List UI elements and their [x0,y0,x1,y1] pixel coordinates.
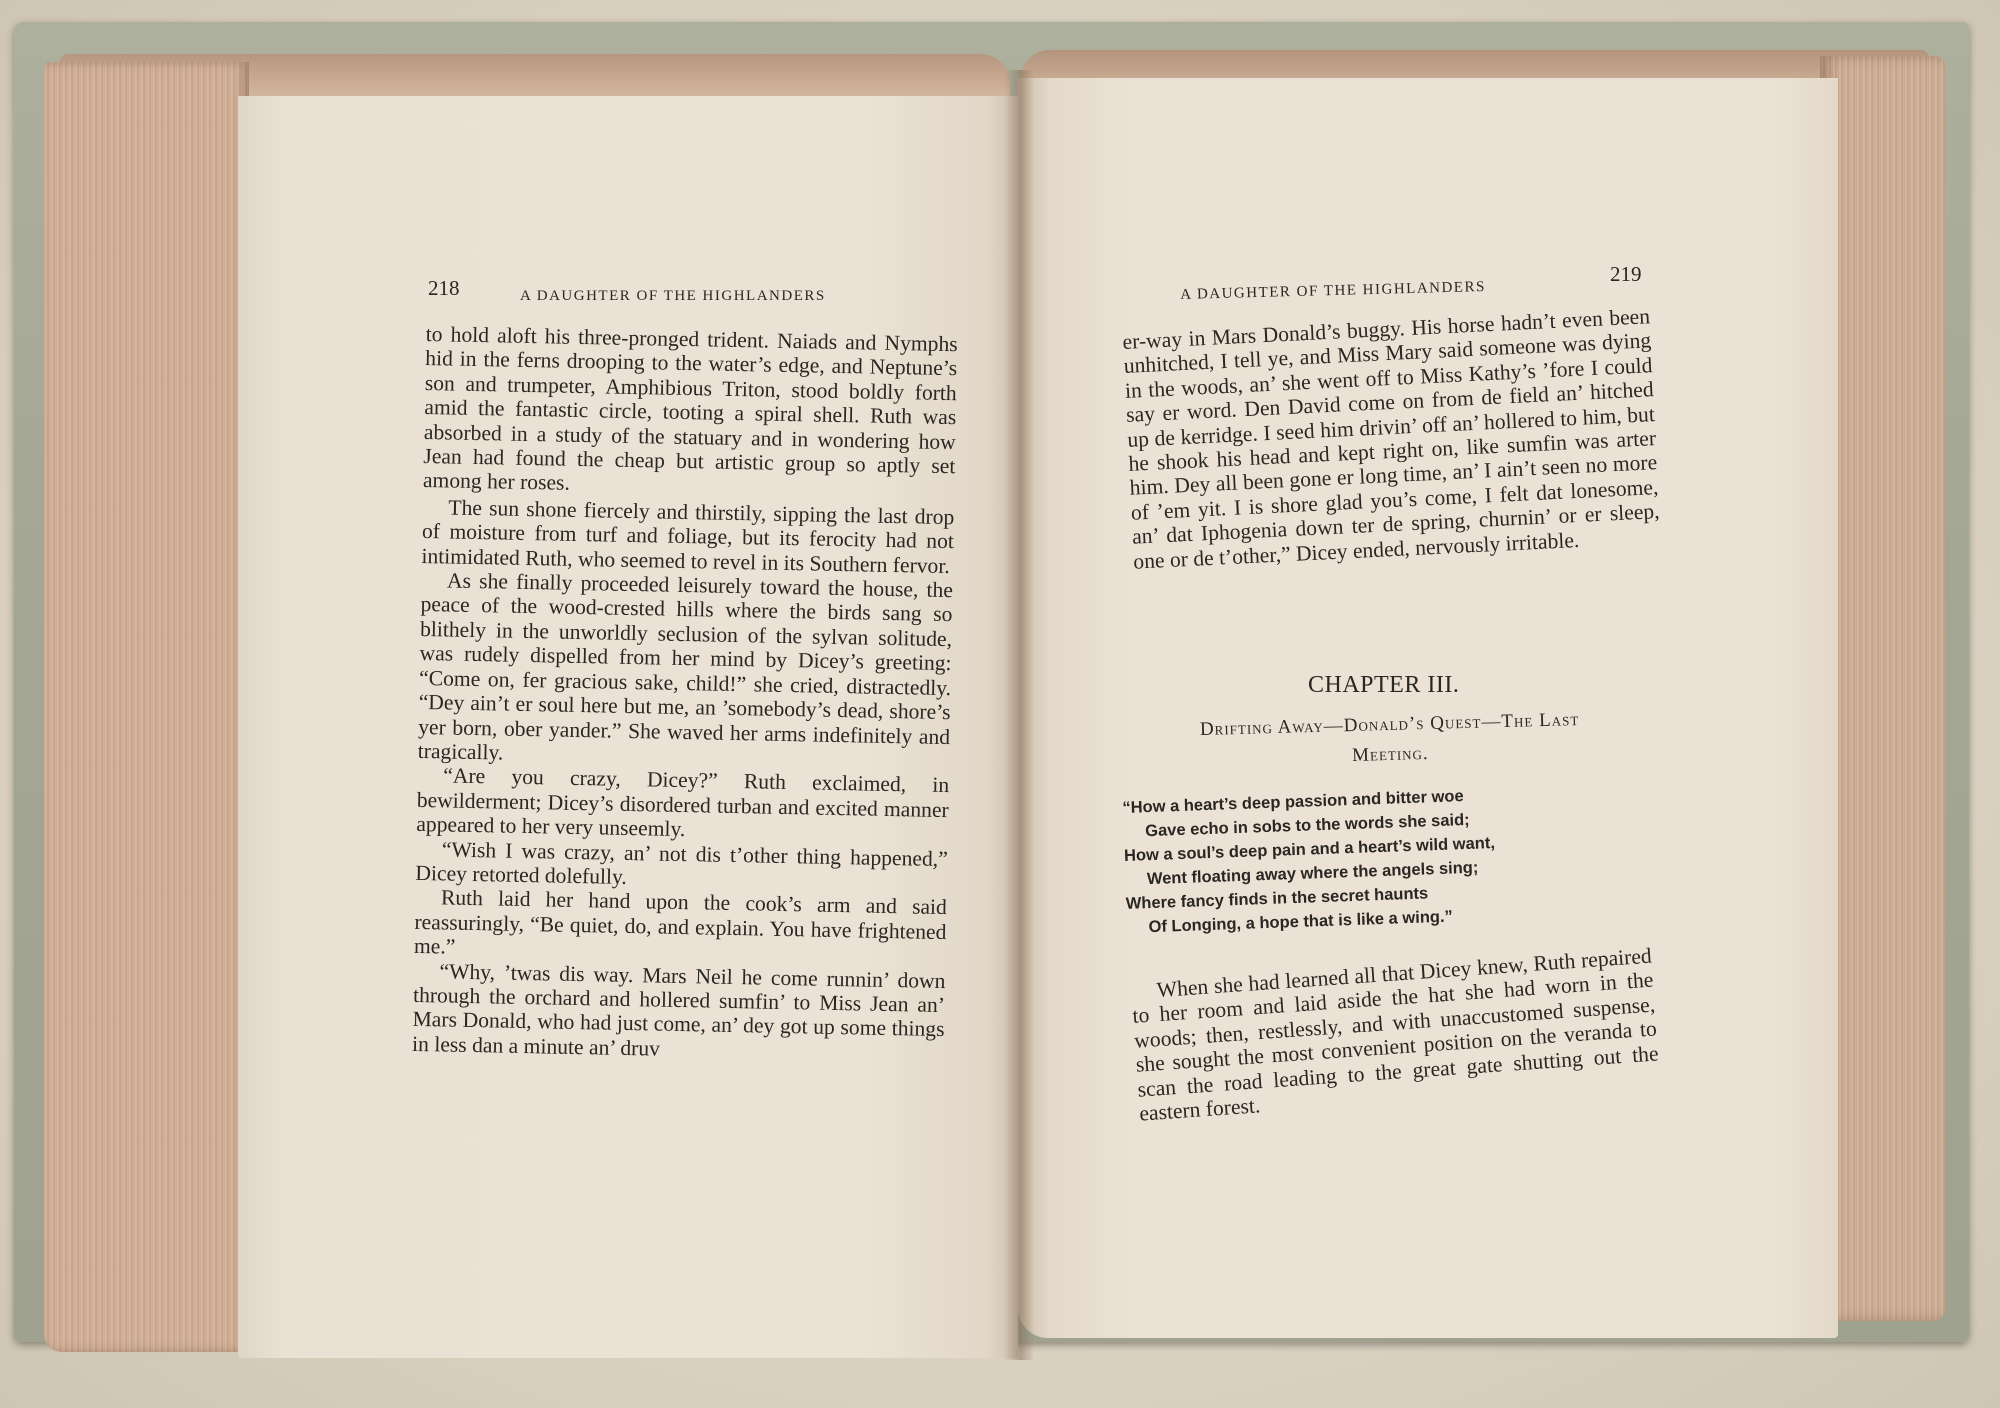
poem-line-5: Where fancy finds in the secret haunts [1125,884,1429,913]
left-paragraph-1: to hold aloft his three-pronged trident. Naiads and Nymphs hid in the ferns drooping to the water’s edge, and Neptune’s son and trumpeter, Amphibious Triton, stood boldly forth amid the fantastic circle, tooting a spiral shell. Ruth was absorbed in a study of the statuary and in wondering how Jean had found the cheap but artistic group so aptly set among her roses. [422,322,958,496]
chapter-title: CHAPTER III. [1308,672,1460,698]
right-closing-text: When she had learned all that Dicey knew, Ruth repaired to her room and laid aside the hat she had worn in the woods; then, restlessly, and with unaccustomed suspense, she sought the most convenient position on the veranda to scan the road leading to the great gate shutting out the eastern forest. [1131,943,1660,1126]
poem-line-6: Of Longing, a hope that is like a wing.” [1148,907,1454,937]
poem-line-1: “How a heart’s deep passion and bitter woe [1122,787,1464,817]
poem-line-2: Gave echo in sobs to the words she said; [1144,810,1470,841]
right-page-edges [1820,56,1945,1321]
book-gutter [1004,70,1034,1360]
left-running-head: A DAUGHTER OF THE HIGHLANDERS [520,288,826,304]
epigraph-poem [1122,780,1597,940]
right-opening-paragraph: er-way in Mars Donald’s buggy. His horse hadn’t even been unhitched, I tell ye, and Miss Mary said someone was dying in the woods, an’ she went off to Miss Kathy’s ’fore I could say er word. Den David come on from de field an’ hitched up de kerridge. I seed him drivin’ off an’ hollered to him, but he shook his head and kept right on, like sumfin was arter him. Dey all been gone er long time, an’ I ain’t seen no more of ’em yit. I is shore glad you’s come, I felt dat lonesome, an’ dat Iphogenia down ter de spring, churnin’ or er sleep, one or de t’other,” Dicey ended, nervously irritable. [1122,304,1661,574]
left-page-number: 218 [428,276,460,300]
left-paragraph-7: “Why, ’twas dis way. Mars Neil he come runnin’ down through the orchard and hollered sumfin’ to Miss Jean an’ Mars Donald, who had just come, an’ dey got up some things in less dan a minute an’ druv [411,958,946,1061]
left-paragraph-5: “Wish I was crazy, an’ not dis t’other thing happened,” Dicey retorted dolefully. [415,836,949,889]
right-running-head: A DAUGHTER OF THE HIGHLANDERS [1180,278,1487,303]
left-paragraph-3: As she finally proceeded leisurely toward the house, the peace of the wood-crested hills where the birds sang so blithely in the unworldly seclusion of the sylvan solitude, was rudely dispelled from her mind by Dicey’s greeting: “Come on, fer gracious sake, child!” she cried, distractedly. “Dey ain’t er soul here but me, an ’somebody’s dead, shore’s yer born, ober yander.” She waved her arms indefinitely and tragically. [417,568,954,765]
poem-line-3: How a soul’s deep pain and a heart’s wild want, [1123,834,1496,865]
poem-line-4: Went floating away where the angels sing; [1146,858,1479,889]
left-paragraph-2: The sun shone fiercely and thirstily, sipping the last drop of moisture from turf and foliage, but its ferocity had not intimidated Ruth, who seemed to revel in its Southern fervor. [421,495,955,578]
right-page-number: 219 [1610,262,1642,286]
left-paragraph-4: “Are you crazy, Dicey?” Ruth exclaimed, in bewilderment; Dicey’s disordered turban and excited manner appeared to her very unseemly. [416,763,950,842]
left-page-body [412,322,958,1066]
chapter-subtitle-line-1: Drifting Away—Donald’s Quest—The Last [1199,709,1580,740]
chapter-subtitle-line-2: Meeting. [1351,742,1429,766]
left-paragraph-6: Ruth laid her hand upon the cook’s arm and said reassuringly, “Be quiet, do, and explain. You have frightened me.” [413,885,948,959]
left-page-edges [44,62,249,1352]
